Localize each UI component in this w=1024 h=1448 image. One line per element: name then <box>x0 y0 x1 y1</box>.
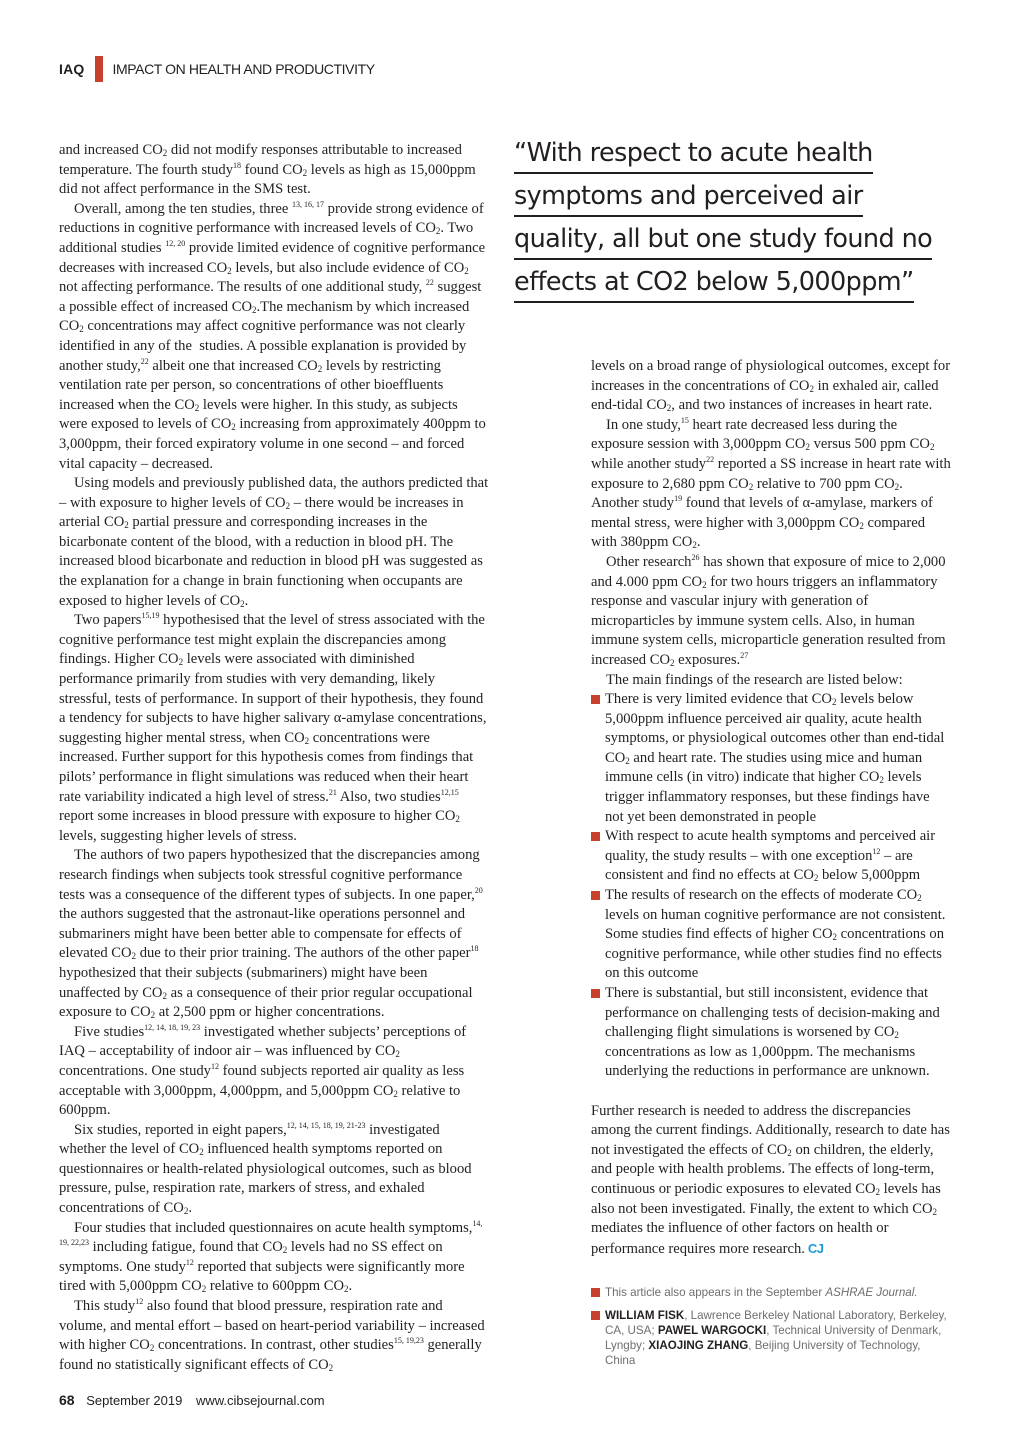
paragraph: Using models and previously published data, the authors predicted that – with exposure to higher levels of $CO_2$ – there would be increases in arterial $CO_2$ partial pressure and corresponding increases in the bicarbonate content of the blood, with a reduction in blood pH. The increased blood bicarbonate and reduction in blood pH was suggested as the explanation for a change in brain functioning when occupants are exposed to higher levels of $CO_2$. <box>59 475 489 609</box>
accent-bar <box>95 56 103 82</box>
website-link[interactable]: www.cibsejournal.com <box>195 1393 325 1408</box>
page-footer <box>59 1392 325 1408</box>
paragraph: levels on a broad range of physiological outcomes, except for increases in the concentrations of $CO_2$ in exhaled air, called end-tidal $CO_2$, and two instances of increases in heart rate. <box>591 358 951 414</box>
pull-quote-line: symptoms and perceived air <box>514 181 863 217</box>
ashrae-note: This article also appears in the September ASHRAE Journal. <box>591 1285 951 1300</box>
left-column <box>59 141 489 1375</box>
paragraph: Other research$^{26}$ has shown that exposure of mice to 2,000 and 4.000 ppm $CO_2$ for two hours triggers an inflammatory response and vascular injury with generation of microparticles by immune system cells. Also, in human immune system cells, microparticle generation resulted from increased $CO_2$ exposures.$^{27}$ <box>591 552 946 668</box>
paragraph: Four studies that included questionnaires on acute health symptoms,$^{14, 19, 22,23}$ including fatigue, found that $CO_2$ levels had no SS effect on symptoms. One study$^{12}$ reported that subjects were significantly more tired with 5,000ppm $CO_2$ relative to 600ppm $CO_2$. <box>59 1218 483 1295</box>
finding-item: There is substantial, but still inconsistent, evidence that performance on challenging tests of decision-making and challenging flight simulations is worsened by $CO_2$ concentrations as low as 1,000ppm. The mechanisms underlying the reductions in performance are unknown. <box>591 984 951 1082</box>
journal-name: ASHRAE Journal. <box>825 1286 918 1299</box>
finding-item: With respect to acute health symptoms and perceived air quality, the study results – with one exception$^{12}$ – are consistent and find no effects at $CO_2$ below 5,000ppm <box>591 827 951 886</box>
topic-label: IMPACT ON HEALTH AND PRODUCTIVITY <box>112 61 375 77</box>
page-number: 68 <box>59 1392 75 1408</box>
pull-quote-line: “With respect to acute health <box>514 138 873 174</box>
right-column <box>591 357 951 1259</box>
author-name: PAWEL WARGOCKI <box>657 1324 767 1337</box>
paragraph: and increased $CO_2$ did not modify responses attributable to increased temperature. The fourth study$^{18}$ found $CO_2$ levels as high as 15,000ppm did not affect performance in the SMS test. <box>59 142 476 198</box>
running-header <box>59 56 375 82</box>
paragraph: This study$^{12}$ also found that blood pressure, respiration rate and volume, and mental effort – based on heart-period variability – increased with higher $CO_2$ concentrations. In contrast, other studies$^{15, 19,23}$ generally found no statistically significant effects of $CO_2$ <box>59 1297 485 1373</box>
paragraph: Five studies$^{12, 14, 18, 19, 23}$ investigated whether subjects’ perceptions of IAQ – acceptability of indoor air – was influenced by $CO_2$ concentrations. One study$^{12}$ found subjects reported air quality as less acceptable with 3,000ppm, 4,000ppm, and 5,000ppm $CO_2$ relative to 600ppm. <box>59 1022 467 1119</box>
cj-end-mark-icon: CJ <box>807 1240 824 1256</box>
finding-item: There is very limited evidence that $CO_2$ levels below 5,000ppm influence perceived air quality, acute health symptoms, or physiological outcomes other than end-tidal $CO_2$ and heart rate. The studies using mice and human immune cells (in vitro) indicate that higher $CO_2$ levels trigger inflammatory responses, but these findings have not yet been demonstrated in people <box>591 690 951 827</box>
conclusion-paragraph: Further research is needed to address the discrepancies among the current findings. Additionally, research to date has not investigated the effects of $CO_2$ on children, the elderly, and people with health problems. The effects of long-term, continuous or periodic exposures to elevated $CO_2$ levels has also not been investigated. Finally, the extent to which $CO_2$ mediates the influence of other factors on health or performance requires more research. CJ <box>591 1102 950 1257</box>
pull-quote-line: quality, all but one study found no <box>514 224 932 260</box>
section-label: IAQ <box>59 61 85 77</box>
paragraph: The authors of two papers hypothesized that the discrepancies among research findings when subjects took stressful cognitive performance tests was a consequence of the different types of subjects. In one paper,$^{20}$ the authors suggested that the astronaut-like operations personnel and submariners might have been better able to compensate for effects of elevated $CO_2$ due to their prior training. The authors of the other paper$^{18}$ hypothesized that their subjects (submariners) might have been unaffected by $CO_2$ as a consequence of their prior regular occupational exposure to $CO_2$ at 2,500 ppm or higher concentrations. <box>59 847 483 1021</box>
paragraph: Two papers$^{15,19}$ hypothesised that the level of stress associated with the cognitive performance test might explain the discrepancies among findings. Higher $CO_2$ levels were associated with diminished performance primarily from studies with very demanding, likely stressful, tests of performance. In support of their hypothesis, they found a tendency for subjects to have higher salivary α-amylase concentrations, suggesting higher mental stress, when $CO_2$ concentrations were increased. Further support for this hypothesis comes from findings that pilots’ performance in flight simulations was reduced when their heart rate variability indicated a high level of stress.$^{21}$ Also, two studies$^{12,15}$ report some increases in blood pressure with exposure to higher $CO_2$ levels, suggesting higher levels of stress. <box>59 611 487 844</box>
author-name: XIAOJING ZHANG <box>648 1339 749 1352</box>
pull-quote <box>514 138 944 310</box>
findings-intro: The main findings of the research are listed below: <box>606 671 903 688</box>
author-credits: WILLIAM FISK, Lawrence Berkeley National Laboratory, Berkeley, CA, USA; PAWEL WARGOCKI, Technical University of Denmark, Lyngby; XIAOJING ZHANG, Beijing University of Technology, China <box>591 1308 951 1368</box>
paragraph: Overall, among the ten studies, three $^{13, 16, 17}$ provide strong evidence of reductions in cognitive performance with increased levels of $CO_2$. Two additional studies $^{12, 20}$ provide limited evidence of cognitive performance decreases with increased $CO_2$ levels, but also include evidence of $CO_2$ not affecting performance. The results of one additional study, $^{22}$ suggest a possible effect of increased $CO_2.The$ mechanism by which increased $CO_2$ concentrations may affect cognitive performance was not clearly identified in any of the studies. A possible explanation is provided by another study,$^{22}$ albeit one that increased $CO_2$ levels by restricting ventilation rate per person, so concentrations of other bioeffluents increased when the $CO_2$ levels were higher. In this study, as subjects were exposed to levels of $CO_2$ increasing from approximately 400ppm to 3,000ppm, their forced expiratory volume in one second – and forced vital capacity – decreased. <box>59 199 486 472</box>
issue-date: September 2019 <box>86 1393 183 1408</box>
findings-list <box>591 690 951 1082</box>
article-notes <box>591 1285 951 1376</box>
paragraph: In one study,$^{15}$ heart rate decreased less during the exposure session with 3,000ppm $CO_2$ versus 500 ppm $CO_2$ while another study$^{22}$ reported a SS increase in heart rate with exposure to 2,680 ppm $CO_2$ relative to 700 ppm $CO_2$. Another study$^{19}$ found that levels of α-amylase, markers of mental stress, were higher with 3,000ppm $CO_2$ compared with 380ppm $CO_2$. <box>591 415 951 551</box>
paragraph: Six studies, reported in eight papers,$^{12, 14, 15, 18, 19, 21-23}$ investigated whether the level of $CO_2$ influenced health symptoms reported on questionnaires or health-related physiological outcomes, such as blood pressure, pulse, respiration rate, markers of stress, and exhaled concentrations of $CO_2$. <box>59 1120 472 1217</box>
finding-item: The results of research on the effects of moderate $CO_2$ levels on human cognitive performance are not consistent. Some studies find effects of higher $CO_2$ concentrations on cognitive performance, while other studies find no effects on this outcome <box>591 886 951 984</box>
author-name: WILLIAM FISK <box>605 1309 685 1322</box>
pull-quote-line: effects at CO2 below 5,000ppm” <box>514 267 914 303</box>
